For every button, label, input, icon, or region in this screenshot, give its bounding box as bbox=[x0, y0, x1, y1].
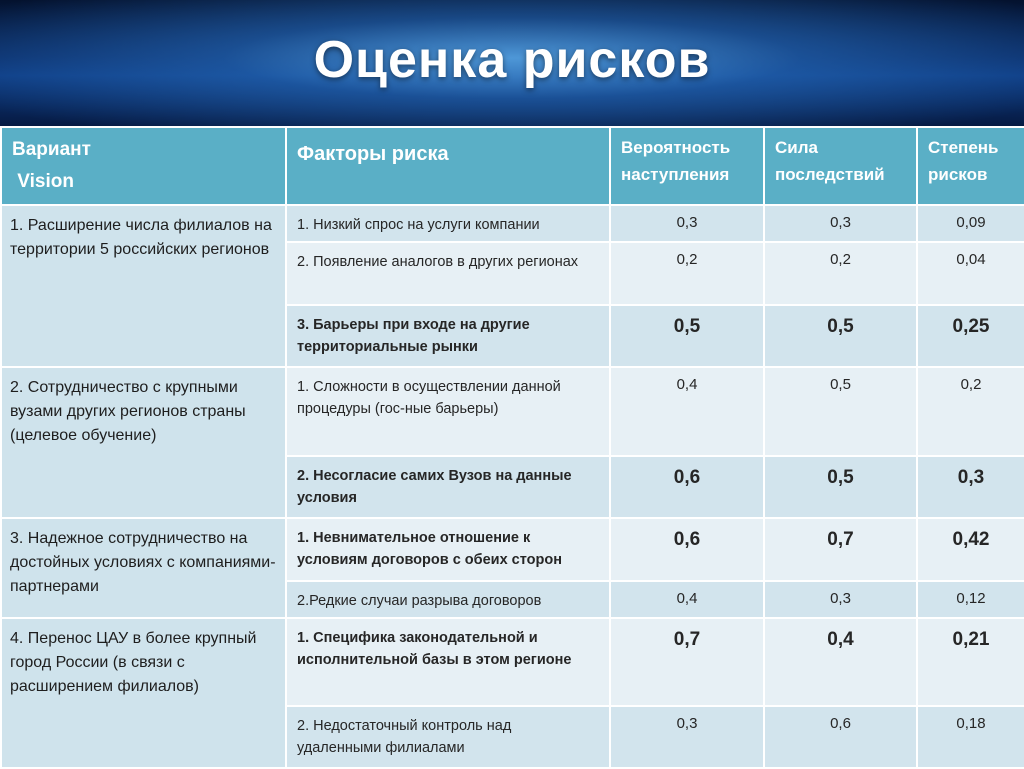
risk-factor-cell: 1. Невнимательное отношение к условиям договоров с обеих сторон bbox=[286, 518, 610, 581]
risk-factor-cell: 1. Низкий спрос на услуги компании bbox=[286, 205, 610, 242]
probability-cell: 0,7 bbox=[610, 618, 764, 706]
probability-cell: 0,3 bbox=[610, 205, 764, 242]
impact-cell: 0,5 bbox=[764, 456, 917, 518]
impact-cell: 0,3 bbox=[764, 581, 917, 618]
variant-cell: 3. Надежное сотрудничество на достойных условиях с компаниями-партнерами bbox=[1, 518, 286, 618]
probability-cell: 0,5 bbox=[610, 305, 764, 367]
impact-cell: 0,7 bbox=[764, 518, 917, 581]
degree-cell: 0,3 bbox=[917, 456, 1024, 518]
degree-cell: 0,21 bbox=[917, 618, 1024, 706]
table-row bbox=[1, 518, 1024, 581]
probability-cell: 0,6 bbox=[610, 518, 764, 581]
table-row bbox=[1, 205, 1024, 242]
probability-cell: 0,4 bbox=[610, 581, 764, 618]
header-impact: Сила последствий bbox=[764, 127, 917, 205]
header-probability: Вероятность наступления bbox=[610, 127, 764, 205]
impact-cell: 0,6 bbox=[764, 706, 917, 768]
degree-cell: 0,25 bbox=[917, 305, 1024, 367]
probability-cell: 0,4 bbox=[610, 367, 764, 456]
impact-cell: 0,3 bbox=[764, 205, 917, 242]
variant-cell: 2. Сотрудничество с крупными вузами других регионов страны (целевое обучение) bbox=[1, 367, 286, 518]
header-row bbox=[1, 127, 1024, 205]
variant-cell: 4. Перенос ЦАУ в более крупный город России (в связи с расширением филиалов) bbox=[1, 618, 286, 768]
risk-factor-cell: 1. Специфика законодательной и исполнительной базы в этом регионе bbox=[286, 618, 610, 706]
table-row bbox=[1, 618, 1024, 706]
degree-cell: 0,04 bbox=[917, 242, 1024, 305]
table-row bbox=[1, 367, 1024, 456]
probability-cell: 0,3 bbox=[610, 706, 764, 768]
risk-factor-cell: 2.Редкие случаи разрыва договоров bbox=[286, 581, 610, 618]
impact-cell: 0,4 bbox=[764, 618, 917, 706]
risk-factor-cell: 1. Сложности в осуществлении данной процедуры (гос-ные барьеры) bbox=[286, 367, 610, 456]
impact-cell: 0,2 bbox=[764, 242, 917, 305]
degree-cell: 0,18 bbox=[917, 706, 1024, 768]
title-banner bbox=[0, 0, 1024, 126]
degree-cell: 0,09 bbox=[917, 205, 1024, 242]
degree-cell: 0,2 bbox=[917, 367, 1024, 456]
header-factors: Факторы риска bbox=[286, 127, 610, 205]
header-degree: Степень рисков bbox=[917, 127, 1024, 205]
variant-cell: 1. Расширение числа филиалов на территории 5 российских регионов bbox=[1, 205, 286, 367]
degree-cell: 0,42 bbox=[917, 518, 1024, 581]
risk-factor-cell: 3. Барьеры при входе на другие территориальные рынки bbox=[286, 305, 610, 367]
degree-cell: 0,12 bbox=[917, 581, 1024, 618]
risk-factor-cell: 2. Несогласие самих Вузов на данные условия bbox=[286, 456, 610, 518]
probability-cell: 0,6 bbox=[610, 456, 764, 518]
page-title: Оценка рисков bbox=[313, 31, 711, 89]
risk-factor-cell: 2. Появление аналогов в других регионах bbox=[286, 242, 610, 305]
impact-cell: 0,5 bbox=[764, 367, 917, 456]
risk-factor-cell: 2. Недостаточный контроль над удаленными филиалами bbox=[286, 706, 610, 768]
probability-cell: 0,2 bbox=[610, 242, 764, 305]
risk-table bbox=[0, 126, 1024, 769]
impact-cell: 0,5 bbox=[764, 305, 917, 367]
header-variant: Вариант Vision bbox=[1, 127, 286, 205]
